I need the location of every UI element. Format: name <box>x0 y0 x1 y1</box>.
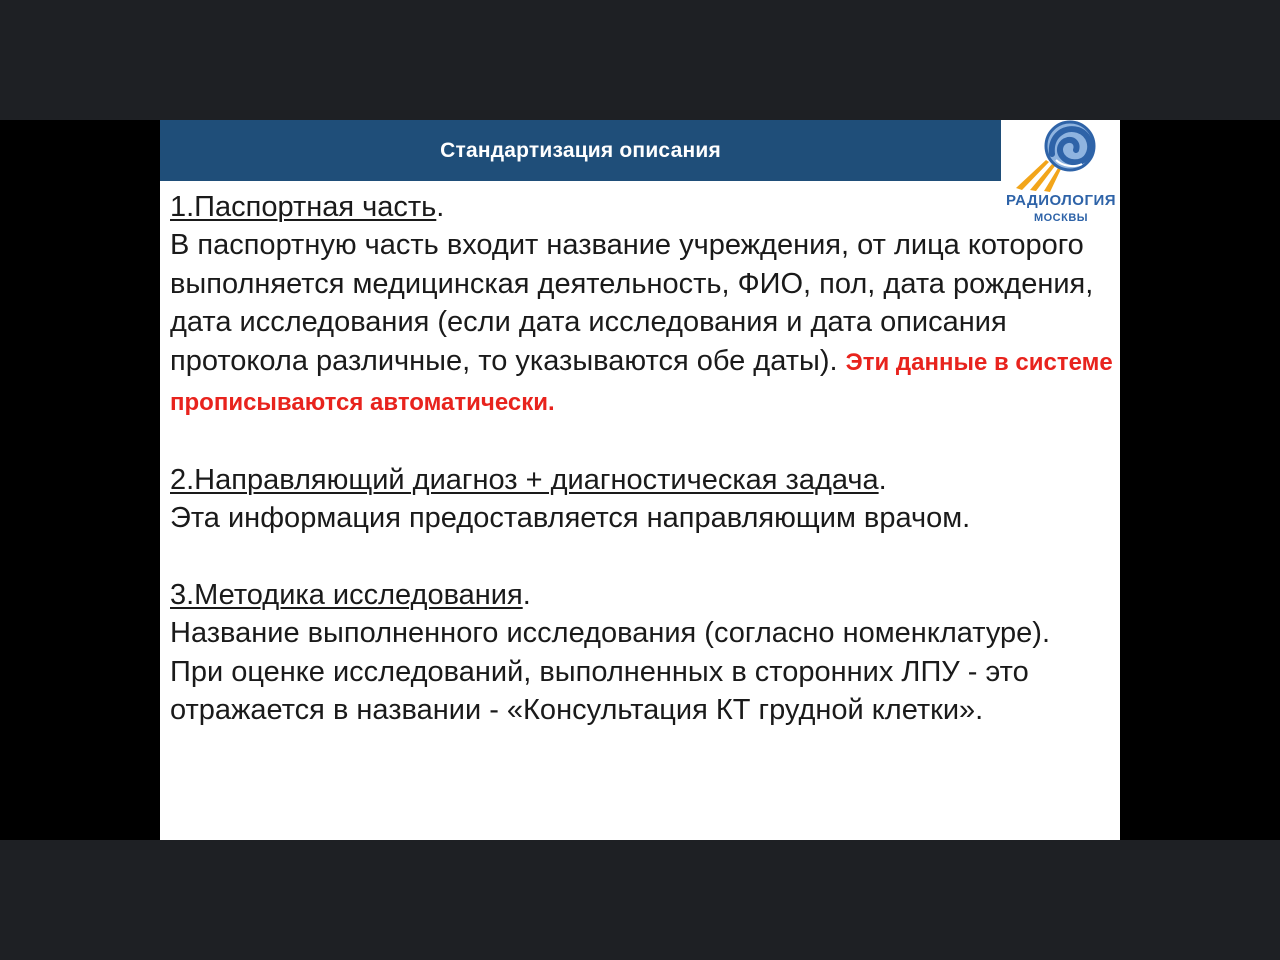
slide-title: Стандартизация описания <box>440 138 721 162</box>
slide-content <box>170 188 1115 730</box>
logo-emblem-icon <box>1002 120 1120 192</box>
section-2-body: Эта информация предоставляется направляющим врачом. <box>170 502 971 535</box>
section-3-heading-suffix: . <box>522 579 531 612</box>
slide <box>160 120 1120 840</box>
section-1-note: Эти данные в системе прописываются автоматически. <box>170 348 1113 417</box>
section-1-heading: 1.Паспортная часть <box>170 191 437 223</box>
spacer <box>170 538 1115 576</box>
logo-title: РАДИОЛОГИЯ <box>1005 192 1117 209</box>
logo-subtitle: МОСКВЫ <box>1033 212 1089 224</box>
section-2-heading-suffix: . <box>878 463 887 496</box>
section-2 <box>170 461 1115 538</box>
section-3-body-2: При оценке исследований, выполненных в сторонних ЛПУ - это отражается в названии - «Консультация КТ грудной клетки». <box>170 655 1029 727</box>
letterbox-bottom <box>0 840 1280 960</box>
section-1-heading-suffix: . <box>436 191 445 223</box>
letterbox-top <box>0 0 1280 120</box>
slide-title-bar <box>160 120 1001 181</box>
section-1-body: В паспортную часть входит название учреждения, от лица которого выполняется медицинская деятельность, ФИО, пол, дата рождения, дата исследования (если дата исследования и дата описания протокола различные, то указываются обе даты). <box>170 229 1094 377</box>
section-3-body: Название выполненного исследования (согласно номенклатуре). <box>170 617 1050 650</box>
spacer <box>170 422 1115 460</box>
section-1 <box>170 188 1115 422</box>
section-3 <box>170 576 1115 730</box>
section-3-heading: 3.Методика исследования <box>170 579 523 612</box>
section-2-heading: 2.Направляющий диагноз + диагностическая задача <box>170 463 879 496</box>
